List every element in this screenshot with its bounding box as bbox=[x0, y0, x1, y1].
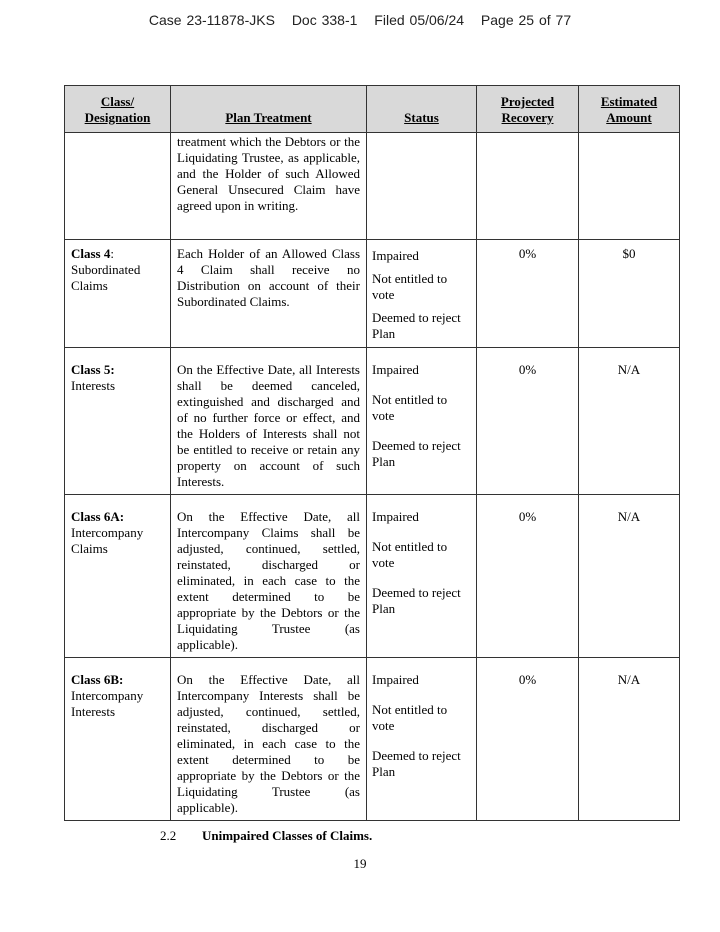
cell-recovery: 0% bbox=[477, 348, 579, 495]
cell-treatment: On the Effective Date, all Intercompany Interests shall be adjusted, continued, settled, reinstated, discharged or eliminated, in each case to the extent determined to be appropriate by the Debtors or the Liquidating Trustee (as applicable). bbox=[171, 658, 367, 821]
cell-treatment: On the Effective Date, all Intercompany Claims shall be adjusted, continued, settled, reinstated, discharged or eliminated, in each case to the extent determined to be appropriate by the Debtors or the Liquidating Trustee (as applicable). bbox=[171, 495, 367, 658]
col-header-class-designation: Class/ Designation bbox=[65, 86, 171, 133]
plan-classes-table bbox=[64, 85, 680, 821]
filed-date: Filed 05/06/24 bbox=[374, 12, 465, 28]
table-header-row bbox=[65, 86, 680, 133]
cell-recovery: 0% bbox=[477, 240, 579, 348]
section-number: 2.2 bbox=[160, 828, 177, 843]
table-row-continuation bbox=[65, 133, 680, 240]
cell-status: Impaired Not entitled to vote Deemed to reject Plan bbox=[367, 348, 477, 495]
cell-amount: N/A bbox=[579, 658, 680, 821]
table-row-class-4 bbox=[65, 240, 680, 348]
cell-status bbox=[367, 133, 477, 240]
table-row-class-6b bbox=[65, 658, 680, 821]
cell-class: Class 4: Subordinated Claims bbox=[65, 240, 171, 348]
col-header-plan-treatment: Plan Treatment bbox=[171, 86, 367, 133]
cell-treatment: On the Effective Date, all Interests shall be deemed canceled, extinguished and discharged and of no further force or effect, and the Holders of Interests shall not be entitled to receive or retain any property on account of such Interests. bbox=[171, 348, 367, 495]
cell-status: Impaired Not entitled to vote Deemed to reject Plan bbox=[367, 240, 477, 348]
cell-amount: $0 bbox=[579, 240, 680, 348]
class-label: Class 5: bbox=[71, 362, 115, 377]
page-count: Page 25 of 77 bbox=[480, 12, 572, 28]
class-name: Interests bbox=[71, 378, 116, 393]
section-title: Unimpaired Classes of Claims. bbox=[202, 828, 373, 843]
cell-class bbox=[65, 495, 171, 658]
cell-recovery: 0% bbox=[477, 658, 579, 821]
section-heading bbox=[160, 828, 372, 844]
class-name: Subordinated Claims bbox=[71, 262, 141, 293]
class-label: Class 4 bbox=[71, 246, 111, 261]
col-header-estimated-amount: Estimated Amount bbox=[579, 86, 680, 133]
class-label: Class 6B: bbox=[71, 672, 124, 687]
case-number: Case 23-11878-JKS bbox=[148, 12, 275, 28]
cell-status: Impaired Not entitled to vote Deemed to reject Plan bbox=[367, 495, 477, 658]
cell-recovery: 0% bbox=[477, 495, 579, 658]
cell-amount: N/A bbox=[579, 348, 680, 495]
class-label: Class 6A: bbox=[71, 509, 125, 524]
doc-number: Doc 338-1 bbox=[291, 12, 358, 28]
cell-treatment: Each Holder of an Allowed Class 4 Claim shall receive no Distribution on account of their Subordinated Claims. bbox=[171, 240, 367, 348]
page-number: 19 bbox=[353, 856, 367, 871]
cell-recovery bbox=[477, 133, 579, 240]
col-header-status: Status bbox=[367, 86, 477, 133]
cell-status: Impaired Not entitled to vote Deemed to reject Plan bbox=[367, 658, 477, 821]
cell-amount bbox=[579, 133, 680, 240]
class-name: Intercompany Interests bbox=[71, 688, 144, 719]
page-header bbox=[0, 12, 720, 28]
table-row-class-5 bbox=[65, 348, 680, 495]
cell-class bbox=[65, 348, 171, 495]
cell-class bbox=[65, 133, 171, 240]
table-row-class-6a bbox=[65, 495, 680, 658]
cell-treatment-continuation: treatment which the Debtors or the Liquidating Trustee, as applicable, and the Holder of such Allowed General Unsecured Claim have agreed upon in writing. bbox=[171, 133, 367, 240]
cell-class bbox=[65, 658, 171, 821]
col-header-projected-recovery: Projected Recovery bbox=[477, 86, 579, 133]
cell-amount: N/A bbox=[579, 495, 680, 658]
class-name: Intercompany Claims bbox=[71, 525, 144, 556]
